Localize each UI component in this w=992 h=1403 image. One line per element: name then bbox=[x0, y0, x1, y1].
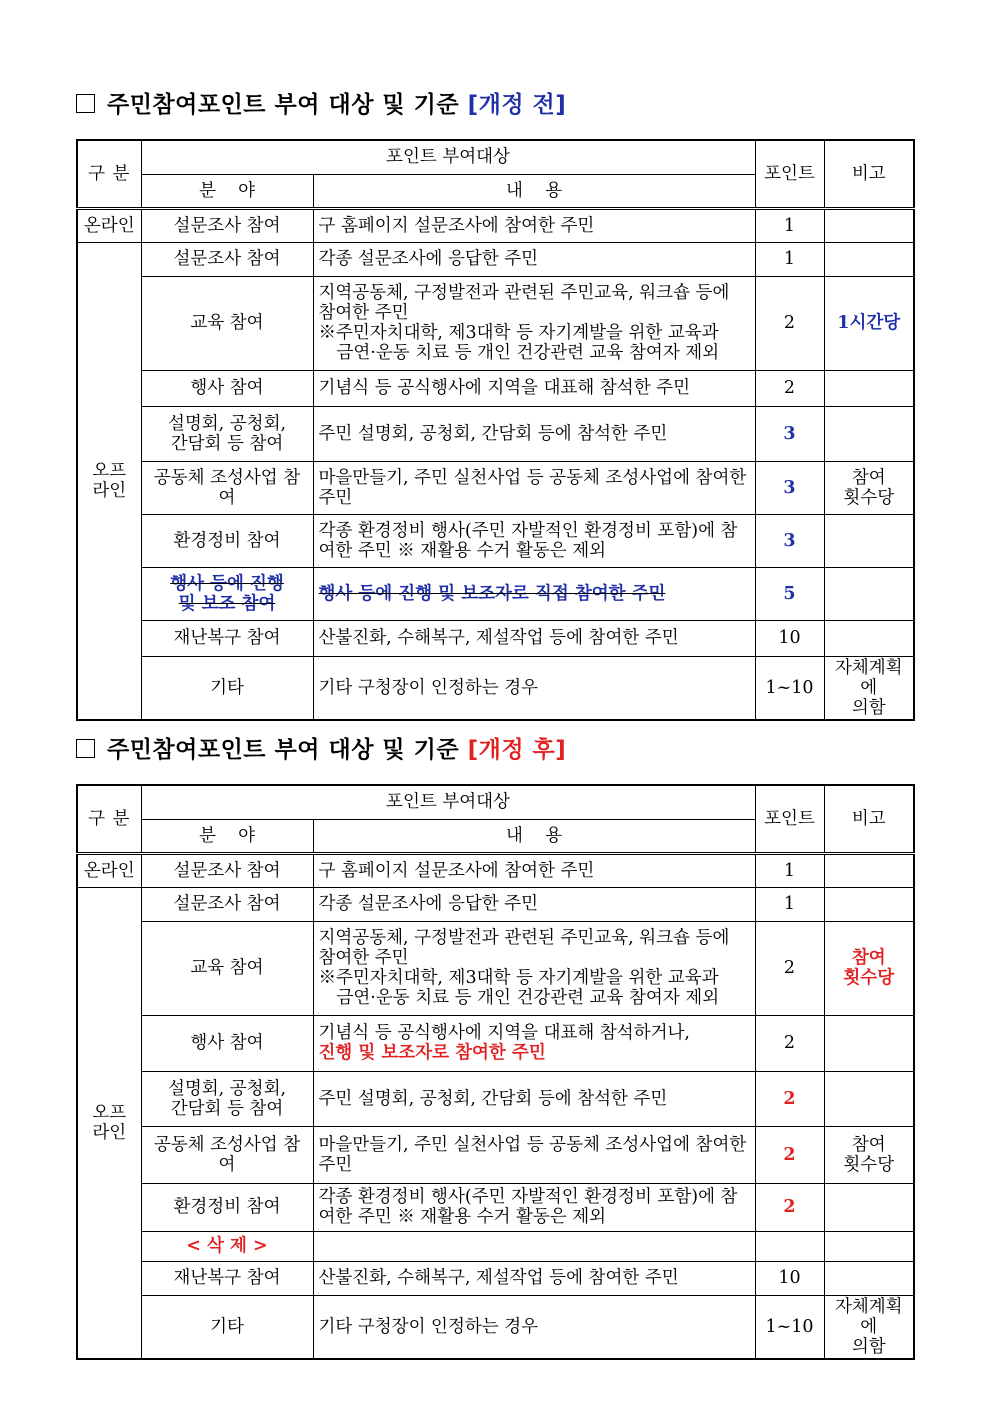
row-note: 참여 횟수당 bbox=[824, 461, 914, 514]
table-row bbox=[77, 1295, 914, 1359]
row-content: 구 홈페이지 설문조사에 참여한 주민 bbox=[313, 853, 755, 887]
row-points: 1 bbox=[755, 887, 824, 921]
row-field: 재난복구 참여 bbox=[141, 620, 313, 656]
row-points: 1~10 bbox=[755, 656, 824, 720]
heading-before-text: 주민참여포인트 부여 대상 및 기준 bbox=[107, 92, 468, 118]
row-field: 설문조사 참여 bbox=[141, 887, 313, 921]
row-field: 설명회, 공청회, 간담회 등 참여 bbox=[141, 1071, 313, 1126]
checkbox-square-icon bbox=[76, 94, 95, 113]
row-field: 교육 참여 bbox=[141, 276, 313, 370]
row-points: 2 bbox=[755, 276, 824, 370]
offline-label: 오프 라인 bbox=[77, 242, 141, 720]
table-row bbox=[77, 1261, 914, 1295]
row-field: 설문조사 참여 bbox=[141, 242, 313, 276]
offline-label: 오프 라인 bbox=[77, 887, 141, 1359]
row-content-note-2: 금연·운동 치료 등 개인 건강관련 교육 참여자 제외 bbox=[336, 343, 720, 363]
row-field: 기타 bbox=[141, 656, 313, 720]
row-content: 각종 설문조사에 응답한 주민 bbox=[313, 242, 755, 276]
header-points: 포인트 bbox=[755, 785, 824, 853]
row-content-main: 기념식 등 공식행사에 지역을 대표해 참석하거나, bbox=[318, 1023, 690, 1043]
heading-before bbox=[76, 90, 566, 120]
row-note bbox=[824, 1015, 914, 1071]
row-content bbox=[313, 1015, 755, 1071]
header-category: 구 분 bbox=[77, 785, 141, 853]
row-points: 2 bbox=[755, 1126, 824, 1183]
header-field: 분 야 bbox=[141, 819, 313, 853]
row-content-added: 진행 및 보조자로 참여한 주민 bbox=[318, 1043, 546, 1063]
row-note bbox=[824, 370, 914, 406]
row-field: < 삭 제 > bbox=[141, 1231, 313, 1261]
row-points: 2 bbox=[755, 1071, 824, 1126]
row-note bbox=[824, 208, 914, 242]
row-points: 5 bbox=[755, 567, 824, 620]
row-content: 산불진화, 수해복구, 제설작업 등에 참여한 주민 bbox=[313, 620, 755, 656]
row-field: 환경정비 참여 bbox=[141, 1183, 313, 1231]
row-field: 기타 bbox=[141, 1295, 313, 1359]
row-content: 각종 설문조사에 응답한 주민 bbox=[313, 887, 755, 921]
header-field: 분 야 bbox=[141, 174, 313, 208]
header-target: 포인트 부여대상 bbox=[141, 785, 755, 819]
table-row bbox=[77, 887, 914, 921]
row-note: 참여 횟수당 bbox=[824, 1126, 914, 1183]
table-row bbox=[77, 242, 914, 276]
row-content-note: ※주민자치대학, 제3대학 등 자기계발을 위한 교육과 bbox=[318, 968, 719, 988]
table-row bbox=[77, 461, 914, 514]
row-points: 2 bbox=[755, 1015, 824, 1071]
row-note bbox=[824, 1071, 914, 1126]
row-field: 설명회, 공청회, 간담회 등 참여 bbox=[141, 406, 313, 461]
row-field: 환경정비 참여 bbox=[141, 514, 313, 567]
row-note bbox=[824, 567, 914, 620]
table-row bbox=[77, 656, 914, 720]
table-before bbox=[76, 139, 915, 721]
row-content: 기타 구청장이 인정하는 경우 bbox=[313, 1295, 755, 1359]
table-row bbox=[77, 1071, 914, 1126]
header-content: 내 용 bbox=[313, 819, 755, 853]
row-points: 2 bbox=[755, 921, 824, 1015]
row-points: 10 bbox=[755, 1261, 824, 1295]
header-note: 비고 bbox=[824, 785, 914, 853]
row-field: 공동체 조성사업 참여 bbox=[141, 461, 313, 514]
row-content: 산불진화, 수해복구, 제설작업 등에 참여한 주민 bbox=[313, 1261, 755, 1295]
table-row bbox=[77, 1183, 914, 1231]
row-content: 기타 구청장이 인정하는 경우 bbox=[313, 656, 755, 720]
row-note bbox=[824, 242, 914, 276]
row-points bbox=[755, 1231, 824, 1261]
row-field: 공동체 조성사업 참여 bbox=[141, 1126, 313, 1183]
online-label: 온라인 bbox=[77, 208, 141, 242]
row-content-note-2: 금연·운동 치료 등 개인 건강관련 교육 참여자 제외 bbox=[336, 988, 720, 1008]
row-content-main: 지역공동체, 구정발전과 관련된 주민교육, 워크숍 등에 참여한 주민 bbox=[318, 283, 730, 323]
checkbox-square-icon bbox=[76, 739, 95, 758]
row-points: 2 bbox=[755, 1183, 824, 1231]
heading-after-tag: [개정 후] bbox=[467, 737, 567, 763]
row-content: 행사 등에 진행 및 보조자로 직접 참여한 주민 bbox=[313, 567, 755, 620]
row-content: 구 홈페이지 설문조사에 참여한 주민 bbox=[313, 208, 755, 242]
row-content bbox=[313, 921, 755, 1015]
row-content-note: ※주민자치대학, 제3대학 등 자기계발을 위한 교육과 bbox=[318, 323, 719, 343]
row-field: 행사 참여 bbox=[141, 370, 313, 406]
row-content bbox=[313, 1231, 755, 1261]
header-target: 포인트 부여대상 bbox=[141, 140, 755, 174]
row-note bbox=[824, 406, 914, 461]
table-row bbox=[77, 620, 914, 656]
row-points: 3 bbox=[755, 461, 824, 514]
header-note: 비고 bbox=[824, 140, 914, 208]
row-note bbox=[824, 1183, 914, 1231]
row-points: 10 bbox=[755, 620, 824, 656]
table-row bbox=[77, 567, 914, 620]
table-row bbox=[77, 276, 914, 370]
row-note bbox=[824, 853, 914, 887]
row-points: 1 bbox=[755, 208, 824, 242]
table-row bbox=[77, 406, 914, 461]
table-row bbox=[77, 514, 914, 567]
row-content: 기념식 등 공식행사에 지역을 대표해 참석한 주민 bbox=[313, 370, 755, 406]
row-field: 재난복구 참여 bbox=[141, 1261, 313, 1295]
row-note bbox=[824, 514, 914, 567]
table-row bbox=[77, 1126, 914, 1183]
row-points: 1~10 bbox=[755, 1295, 824, 1359]
heading-before-tag: [개정 전] bbox=[467, 92, 567, 118]
row-points: 2 bbox=[755, 370, 824, 406]
row-content bbox=[313, 276, 755, 370]
heading-after-text: 주민참여포인트 부여 대상 및 기준 bbox=[107, 737, 468, 763]
row-content: 각종 환경정비 행사(주민 자발적인 환경정비 포함)에 참여한 주민 ※ 재활용 수거 활동은 제외 bbox=[313, 1183, 755, 1231]
row-note bbox=[824, 887, 914, 921]
table-row bbox=[77, 1231, 914, 1261]
row-field: 교육 참여 bbox=[141, 921, 313, 1015]
online-label: 온라인 bbox=[77, 853, 141, 887]
row-note bbox=[824, 1261, 914, 1295]
header-content: 내 용 bbox=[313, 174, 755, 208]
row-points: 1 bbox=[755, 853, 824, 887]
row-note bbox=[824, 620, 914, 656]
table-row bbox=[77, 853, 914, 887]
row-content: 주민 설명회, 공청회, 간담회 등에 참석한 주민 bbox=[313, 406, 755, 461]
row-note: 참여 횟수당 bbox=[824, 921, 914, 1015]
row-content: 주민 설명회, 공청회, 간담회 등에 참석한 주민 bbox=[313, 1071, 755, 1126]
row-field: 행사 등에 진행 및 보조 참여 bbox=[141, 567, 313, 620]
table-row bbox=[77, 208, 914, 242]
table-after bbox=[76, 784, 915, 1360]
table-row bbox=[77, 1015, 914, 1071]
heading-after bbox=[76, 735, 566, 765]
row-content: 각종 환경정비 행사(주민 자발적인 환경정비 포함)에 참여한 주민 ※ 재활용 수거 활동은 제외 bbox=[313, 514, 755, 567]
row-points: 1 bbox=[755, 242, 824, 276]
row-field: 행사 참여 bbox=[141, 1015, 313, 1071]
row-note bbox=[824, 1231, 914, 1261]
row-field: 설문조사 참여 bbox=[141, 853, 313, 887]
row-content: 마을만들기, 주민 실천사업 등 공동체 조성사업에 참여한 주민 bbox=[313, 1126, 755, 1183]
row-points: 3 bbox=[755, 406, 824, 461]
row-content-main: 지역공동체, 구정발전과 관련된 주민교육, 워크숍 등에 참여한 주민 bbox=[318, 928, 730, 968]
row-note: 자체계획에 의함 bbox=[824, 1295, 914, 1359]
table-row bbox=[77, 921, 914, 1015]
table-row bbox=[77, 370, 914, 406]
header-category: 구 분 bbox=[77, 140, 141, 208]
row-field: 설문조사 참여 bbox=[141, 208, 313, 242]
row-content: 마을만들기, 주민 실천사업 등 공동체 조성사업에 참여한 주민 bbox=[313, 461, 755, 514]
row-points: 3 bbox=[755, 514, 824, 567]
row-note: 1시간당 bbox=[824, 276, 914, 370]
header-points: 포인트 bbox=[755, 140, 824, 208]
row-note: 자체계획에 의함 bbox=[824, 656, 914, 720]
